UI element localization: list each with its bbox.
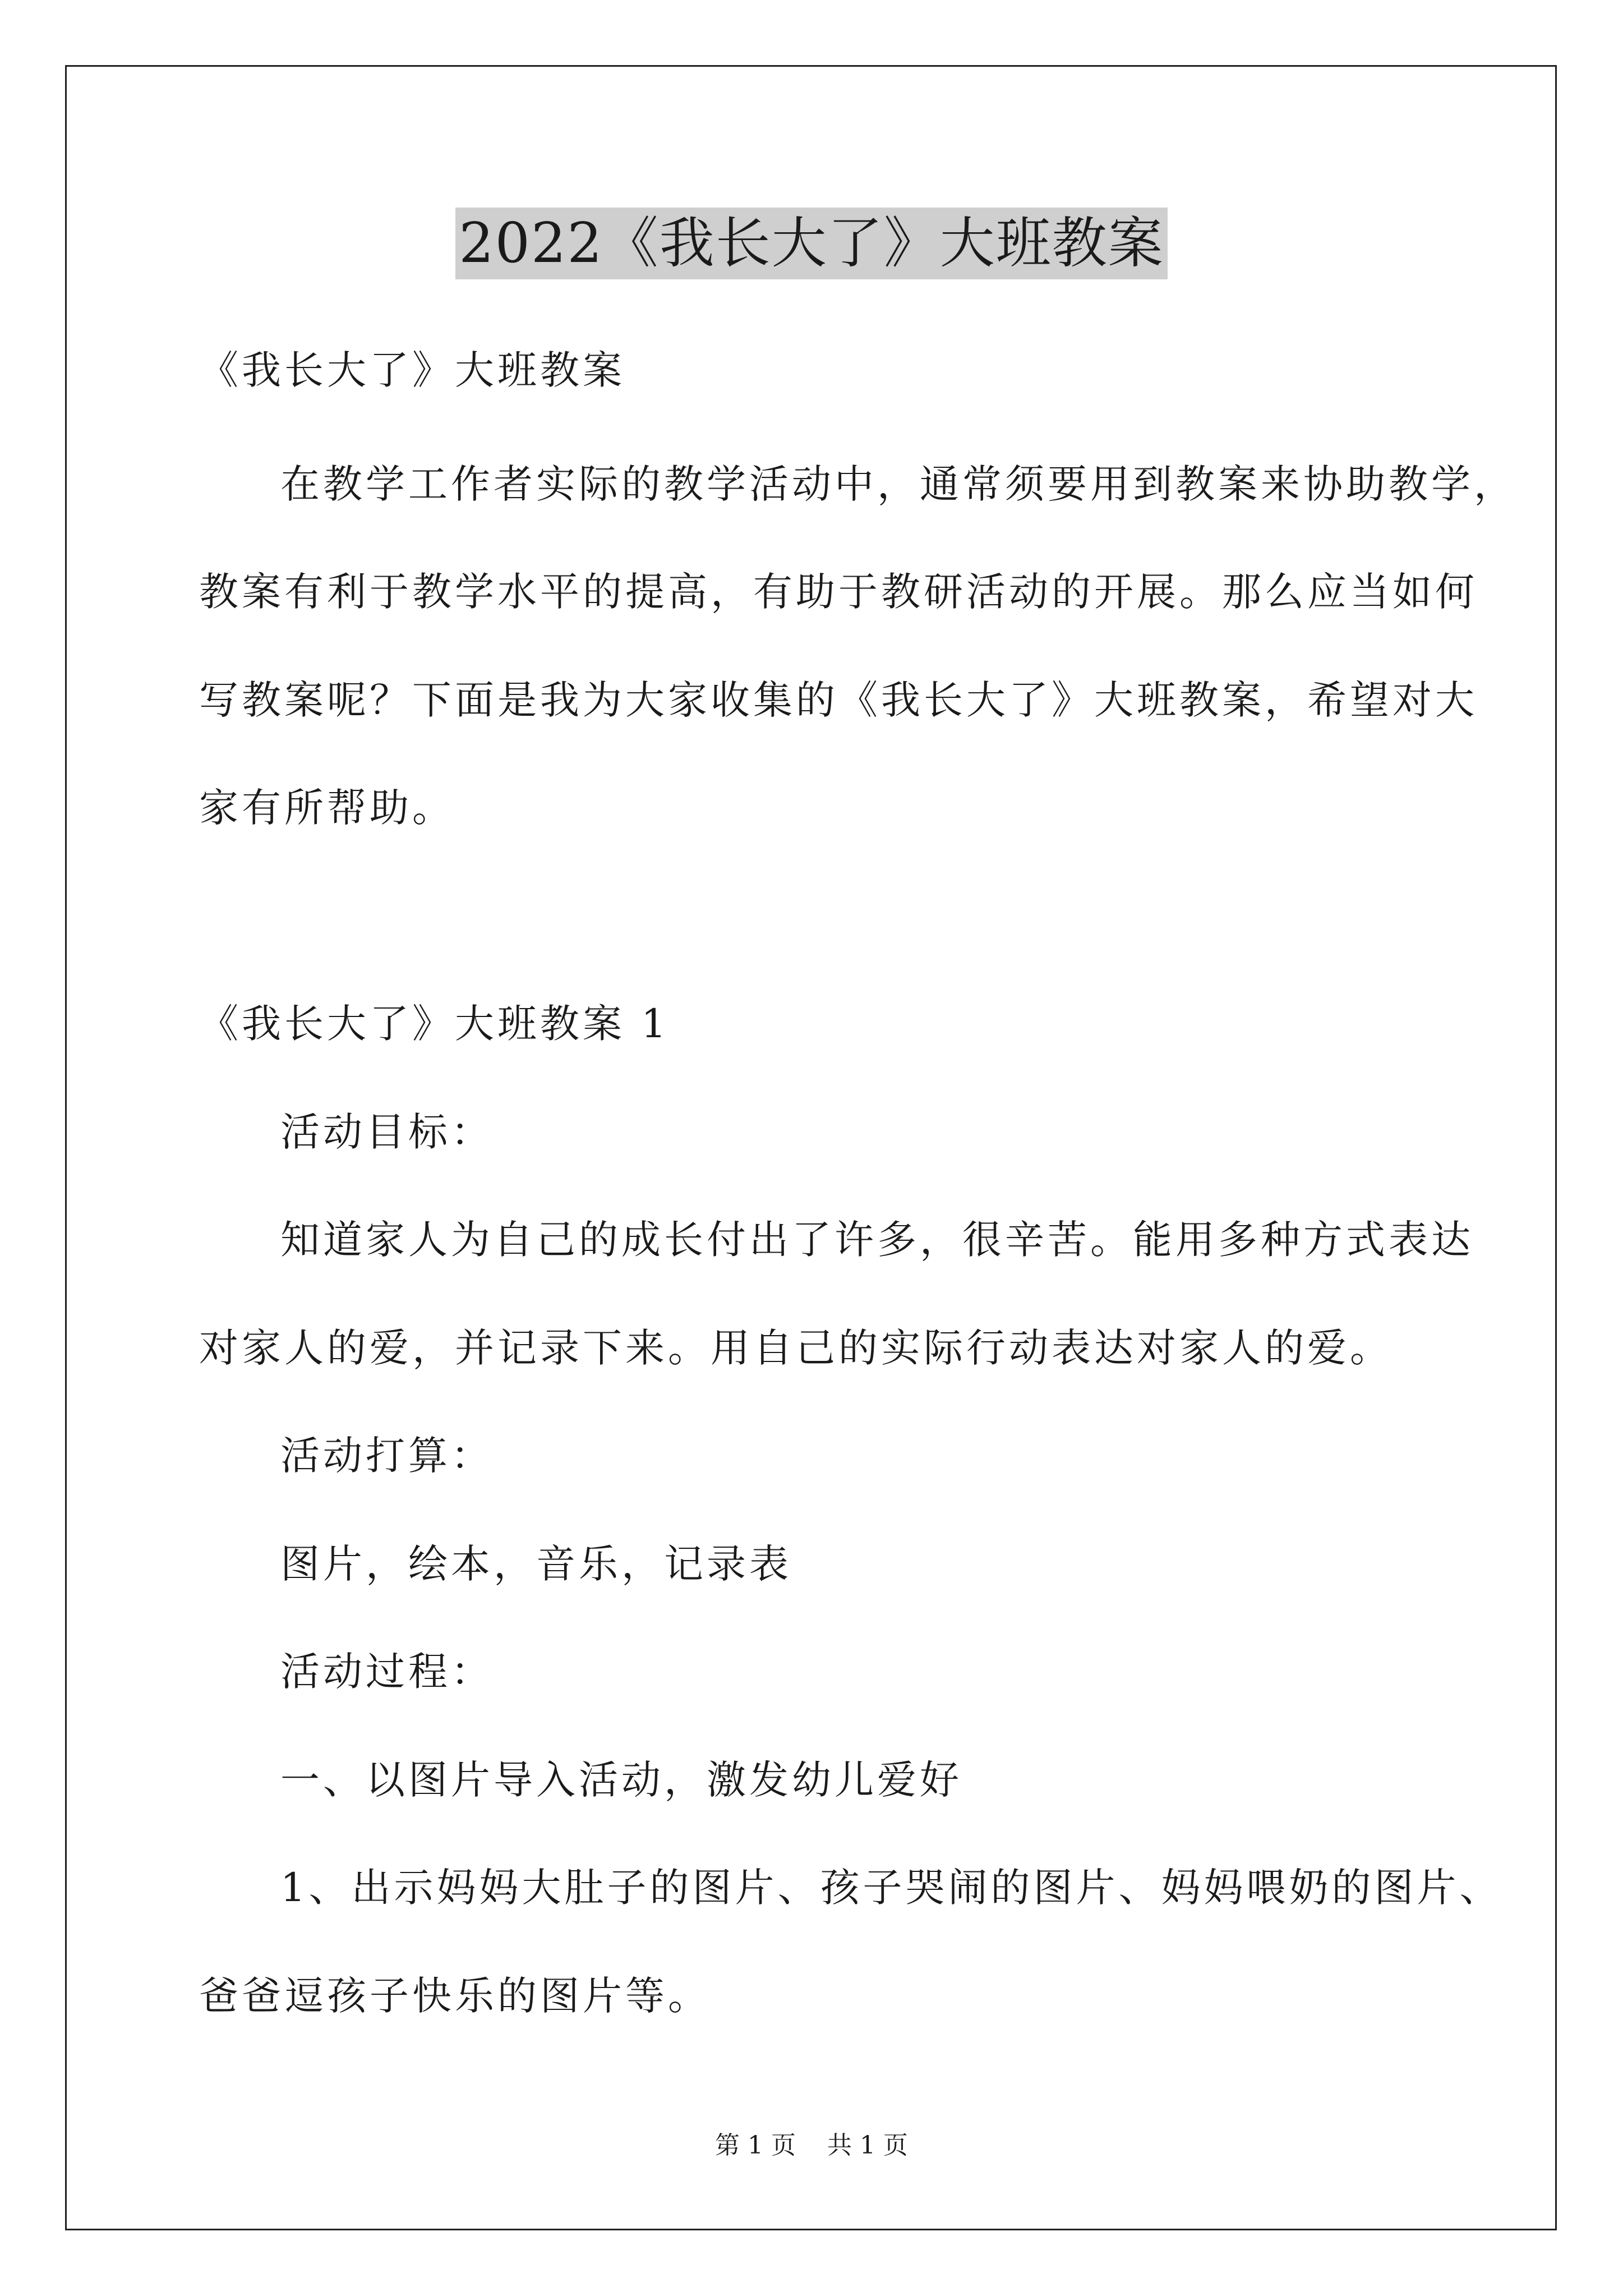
doc-subtitle: 《我长大了》大班教案 <box>199 347 625 393</box>
paragraph-line: 家有所帮助。 <box>199 785 455 831</box>
section-label: 活动过程： <box>280 1649 494 1695</box>
document-title <box>0 208 1623 280</box>
paragraph-line: 图片，绘本，音乐，记录表 <box>280 1541 792 1587</box>
paragraph-line: 教案有利于教学水平的提高，有助于教研活动的开展。那么应当如何 <box>199 569 1478 615</box>
paragraph-line: 知道家人为自己的成长付出了许多，很辛苦。能用多种方式表达 <box>280 1217 1474 1263</box>
section-label: 活动目标： <box>280 1109 494 1155</box>
paragraph-line: 一、以图片导入活动，激发幼儿爱好 <box>280 1757 962 1803</box>
paragraph-line: 对家人的爱，并记录下来。用自己的实际行动表达对家人的爱。 <box>199 1325 1393 1371</box>
section-heading: 《我长大了》大班教案 1 <box>199 1001 670 1047</box>
paragraph-line: 写教案呢？下面是我为大家收集的《我长大了》大班教案，希望对大 <box>199 677 1478 723</box>
paragraph-line: 在教学工作者实际的教学活动中，通常须要用到教案来协助教学， <box>280 461 1516 507</box>
document-title-text: 2022《我长大了》大班教案 <box>455 208 1167 279</box>
paragraph-line: 爸爸逗孩子快乐的图片等。 <box>199 1973 711 2019</box>
paragraph-line: 1、出示妈妈大肚子的图片、孩子哭闹的图片、妈妈喂奶的图片、 <box>280 1865 1502 1911</box>
section-label: 活动打算： <box>280 1433 494 1479</box>
page-footer: 第 1 页 共 1 页 <box>715 2131 908 2160</box>
